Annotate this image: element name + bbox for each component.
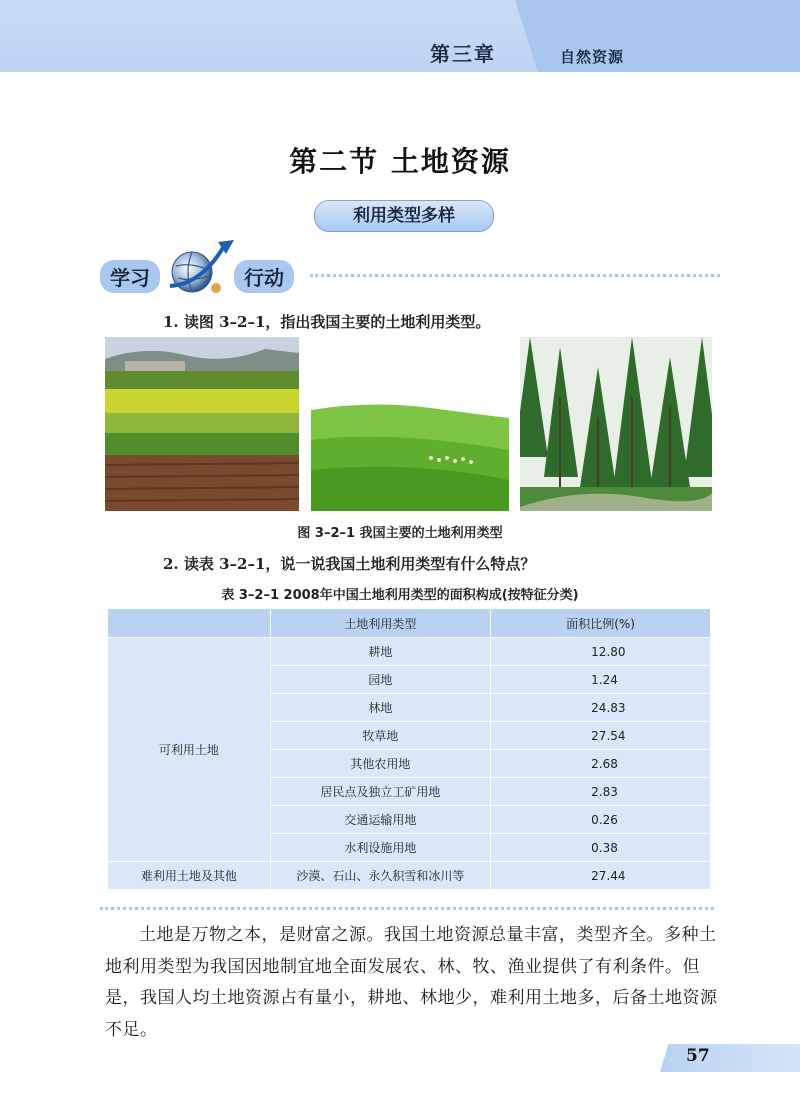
area-percent: 24.83 (491, 694, 711, 722)
table-row (108, 862, 711, 890)
table-header: 土地利用类型 (270, 609, 491, 638)
land-type: 林地 (270, 694, 491, 722)
area-percent: 2.68 (491, 750, 711, 778)
land-type: 耕地 (270, 638, 491, 666)
chapter-title: 第三章 (430, 42, 496, 66)
header-tab (515, 0, 800, 72)
area-percent: 0.26 (491, 806, 711, 834)
forest-photo (520, 337, 712, 511)
activity-word-learn: 学习 (100, 260, 160, 293)
chapter-subject: 自然资源 (560, 48, 625, 66)
question-2: 2. 读表 3–2–1，说一说我国土地利用类型有什么特点？ (163, 555, 536, 573)
dotted-divider (100, 907, 714, 910)
category-unusable: 难利用土地及其他 (108, 862, 271, 890)
category-usable: 可利用土地 (108, 638, 271, 862)
area-percent: 0.38 (491, 834, 711, 862)
section-title: 第二节 土地资源 (289, 145, 511, 178)
land-type: 园地 (270, 666, 491, 694)
land-type: 其他农用地 (270, 750, 491, 778)
land-type: 牧草地 (270, 722, 491, 750)
table-header-row (108, 609, 711, 638)
grassland-photo (311, 400, 509, 511)
land-use-table (107, 608, 711, 890)
page-number: 57 (686, 1046, 710, 1066)
farmland-photo (105, 337, 299, 511)
figure-caption: 图 3–2–1 我国主要的土地利用类型 (297, 526, 503, 541)
land-type: 交通运输用地 (270, 806, 491, 834)
land-type: 居民点及独立工矿用地 (270, 778, 491, 806)
table-header (108, 609, 271, 638)
area-percent: 2.83 (491, 778, 711, 806)
globe-arrow-icon (162, 236, 238, 296)
page-number-tab (660, 1044, 800, 1072)
area-percent: 27.44 (491, 862, 711, 890)
land-type: 水利设施用地 (270, 834, 491, 862)
area-percent: 12.80 (491, 638, 711, 666)
table-header: 面积比例(%) (491, 609, 711, 638)
activity-word-act: 行动 (234, 260, 294, 293)
dotted-divider (310, 274, 720, 277)
activity-banner (100, 236, 720, 296)
table-row (108, 638, 711, 666)
question-1: 1. 读图 3–2–1，指出我国主要的土地利用类型。 (163, 313, 491, 331)
body-paragraph: 土地是万物之本，是财富之源。我国土地资源总量丰富，类型齐全。多种土地利用类型为我国因地制宜地全面发展农、林、牧、渔业提供了有利条件。但是，我国人均土地资源占有量小，耕地、林地少，难利用土地多，后备土地资源不足。 (105, 925, 718, 1040)
area-percent: 1.24 (491, 666, 711, 694)
land-type: 沙漠、石山、永久积雪和冰川等 (270, 862, 491, 890)
area-percent: 27.54 (491, 722, 711, 750)
topic-label: 利用类型多样 (314, 200, 494, 232)
table-caption: 表 3–2–1 2008年中国土地利用类型的面积构成(按特征分类) (221, 588, 579, 603)
